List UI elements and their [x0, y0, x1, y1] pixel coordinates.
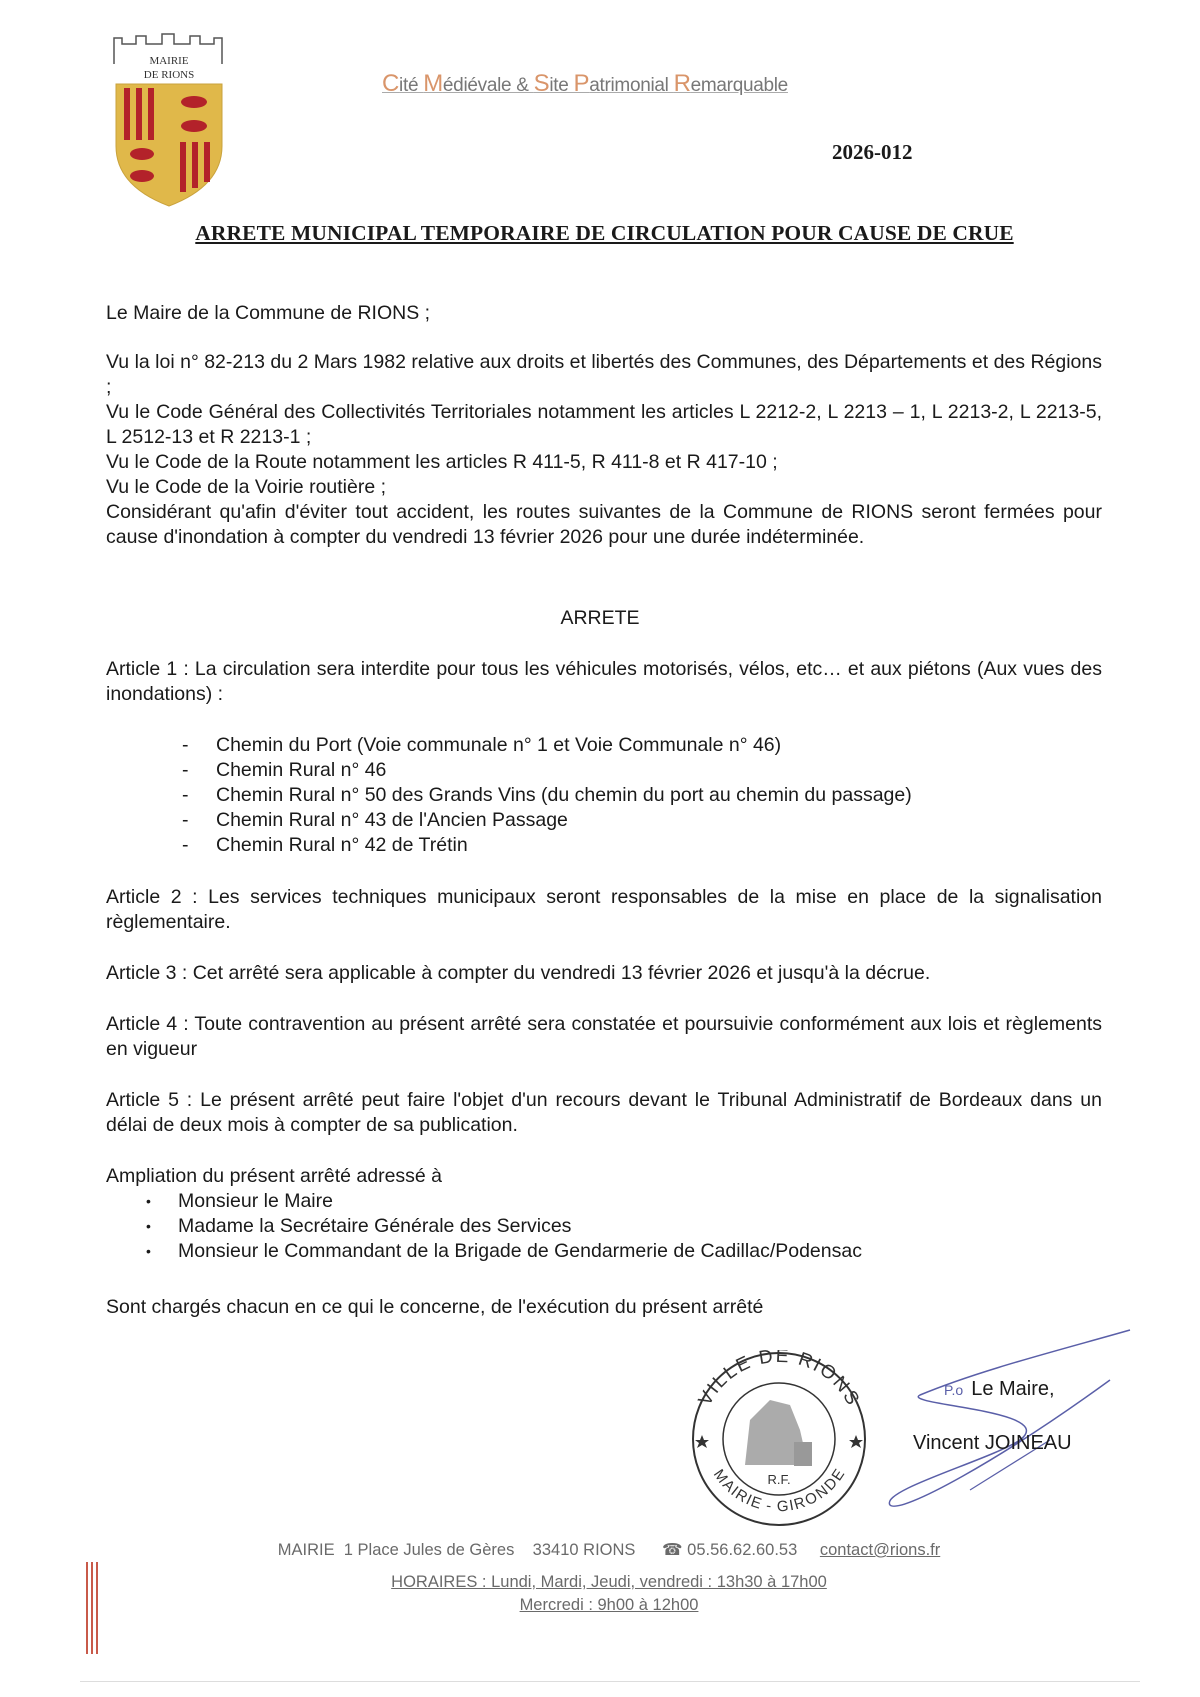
list-item — [182, 733, 1102, 758]
list-item — [146, 1239, 1102, 1264]
list-item — [146, 1214, 1102, 1239]
slogan-part: Patrimonial — [573, 70, 674, 97]
bullet: • — [146, 1218, 151, 1234]
dash: - — [182, 734, 189, 756]
address: MAIRIE 1 Place Jules de Gères 33410 RIONS — [277, 1541, 636, 1559]
phone: 05.56.62.60.53 — [687, 1541, 798, 1559]
article-3: Article 3 : Cet arrêté sera applicable à compter du vendredi 13 février 2026 et jusqu'à la décrue. — [106, 962, 931, 984]
svg-text:MAIRIE: MAIRIE — [149, 55, 189, 67]
consideration: Considérant qu'afin d'éviter tout accident, les routes suivantes de la Commune de RIONS seront fermées pour cause d'inondation à compter du vendredi 13 février 2026 pour une durée indéterminée. — [106, 501, 1102, 548]
road: Chemin Rural n° 46 — [216, 759, 387, 781]
dash: - — [182, 784, 189, 806]
list-item — [182, 808, 1102, 833]
consideration: Vu le Code de la Voirie routière ; — [106, 476, 387, 498]
decree-number: 2026-012 — [832, 140, 913, 164]
recipient: Madame la Secrétaire Générale des Services — [178, 1215, 572, 1237]
svg-text:MAIRIE - GIRONDE: MAIRIE - GIRONDE — [709, 1466, 849, 1516]
opening-hours: HORAIRES : Lundi, Mardi, Jeudi, vendredi : 13h30 à 17h00 — [391, 1573, 827, 1591]
arrete-heading: ARRETE — [560, 607, 640, 629]
slogan-part: Site — [533, 70, 574, 97]
role-label: Le Maire, — [971, 1378, 1055, 1400]
signature-prefix: P.o — [944, 1382, 964, 1398]
list-item — [182, 783, 1102, 808]
signatory-name: Vincent JOINEAU — [913, 1432, 1072, 1454]
dash: - — [182, 809, 189, 831]
mairie-logo — [108, 26, 230, 208]
decorative-lines — [86, 1562, 98, 1654]
road-list — [182, 733, 1102, 858]
dash: - — [182, 834, 189, 856]
recipient: Monsieur le Commandant de la Brigade de Gendarmerie de Cadillac/Podensac — [178, 1240, 862, 1262]
consideration: Vu le Code Général des Collectivités Territoriales notamment les articles L 2212-2, L 2213 – 1, L 2213-2, L 2213-5, L 2512-13 et R 2213-1 ; — [106, 401, 1102, 448]
page-edge-divider — [80, 1681, 1140, 1682]
list-item — [146, 1189, 1102, 1214]
document-title: ARRETE MUNICIPAL TEMPORAIRE DE CIRCULATION POUR CAUSE DE CRUE — [195, 221, 1014, 245]
considerations — [106, 350, 1102, 550]
article-4: Article 4 : Toute contravention au présent arrêté sera constatée et poursuivie conformément aux lois et règlements en vigueur — [106, 1013, 1102, 1060]
article-1: Article 1 : La circulation sera interdite pour tous les véhicules motorisés, vélos, etc… et aux piétons (Aux vues des inondations) : — [106, 658, 1102, 705]
footer-contact — [0, 1540, 1200, 1560]
slogan-part: Médiévale & — [423, 70, 534, 97]
star-icon — [695, 1435, 709, 1448]
ampliation-heading: Ampliation du présent arrêté adressé à — [106, 1165, 443, 1187]
recipient: Monsieur le Maire — [178, 1190, 333, 1212]
closing: Sont chargés chacun en ce qui le concerne, de l'exécution du présent arrêté — [106, 1296, 764, 1318]
intro: Le Maire de la Commune de RIONS ; — [106, 302, 431, 324]
opening-hours-wednesday: Mercredi : 9h00 à 12h00 — [519, 1596, 699, 1614]
road: Chemin Rural n° 42 de Trétin — [216, 834, 468, 856]
svg-text:DE RIONS: DE RIONS — [143, 69, 195, 81]
consideration: Vu la loi n° 82-213 du 2 Mars 1982 relative aux droits et libertés des Communes, des Départements et des Régions ; — [106, 351, 1102, 398]
svg-text:VILLE DE RIONS: VILLE DE RIONS — [694, 1350, 864, 1410]
slogan-part: Remarquable — [673, 70, 788, 97]
article-2: Article 2 : Les services techniques municipaux seront responsables de la mise en place de la signalisation règlementaire. — [106, 886, 1102, 933]
signature-role — [944, 1377, 1055, 1403]
slogan — [382, 70, 788, 98]
dash: - — [182, 759, 189, 781]
list-item — [182, 833, 1102, 858]
road: Chemin du Port (Voie communale n° 1 et Voie Communale n° 46) — [216, 734, 782, 756]
email-link[interactable]: contact@rions.fr — [819, 1541, 941, 1559]
consideration: Vu le Code de la Route notamment les articles R 411-5, R 411-8 et R 417-10 ; — [106, 451, 778, 473]
svg-text:R.F.: R.F. — [767, 1472, 791, 1487]
document-body — [106, 301, 1102, 1320]
road: Chemin Rural n° 50 des Grands Vins (du chemin du port au chemin du passage) — [216, 784, 912, 806]
official-stamp — [690, 1350, 868, 1528]
list-item — [182, 758, 1102, 783]
recipient-list — [146, 1189, 1102, 1264]
handwritten-signature — [860, 1320, 1140, 1520]
bullet: • — [146, 1193, 151, 1209]
slogan-part: Cité — [382, 70, 424, 97]
bullet: • — [146, 1243, 151, 1259]
article-5: Article 5 : Le présent arrêté peut faire l'objet d'un recours devant le Tribunal Administratif de Bordeaux dans un délai de deux mois à compter de sa publication. — [106, 1089, 1102, 1136]
phone-icon: ☎ — [662, 1541, 683, 1559]
road: Chemin Rural n° 43 de l'Ancien Passage — [216, 809, 568, 831]
